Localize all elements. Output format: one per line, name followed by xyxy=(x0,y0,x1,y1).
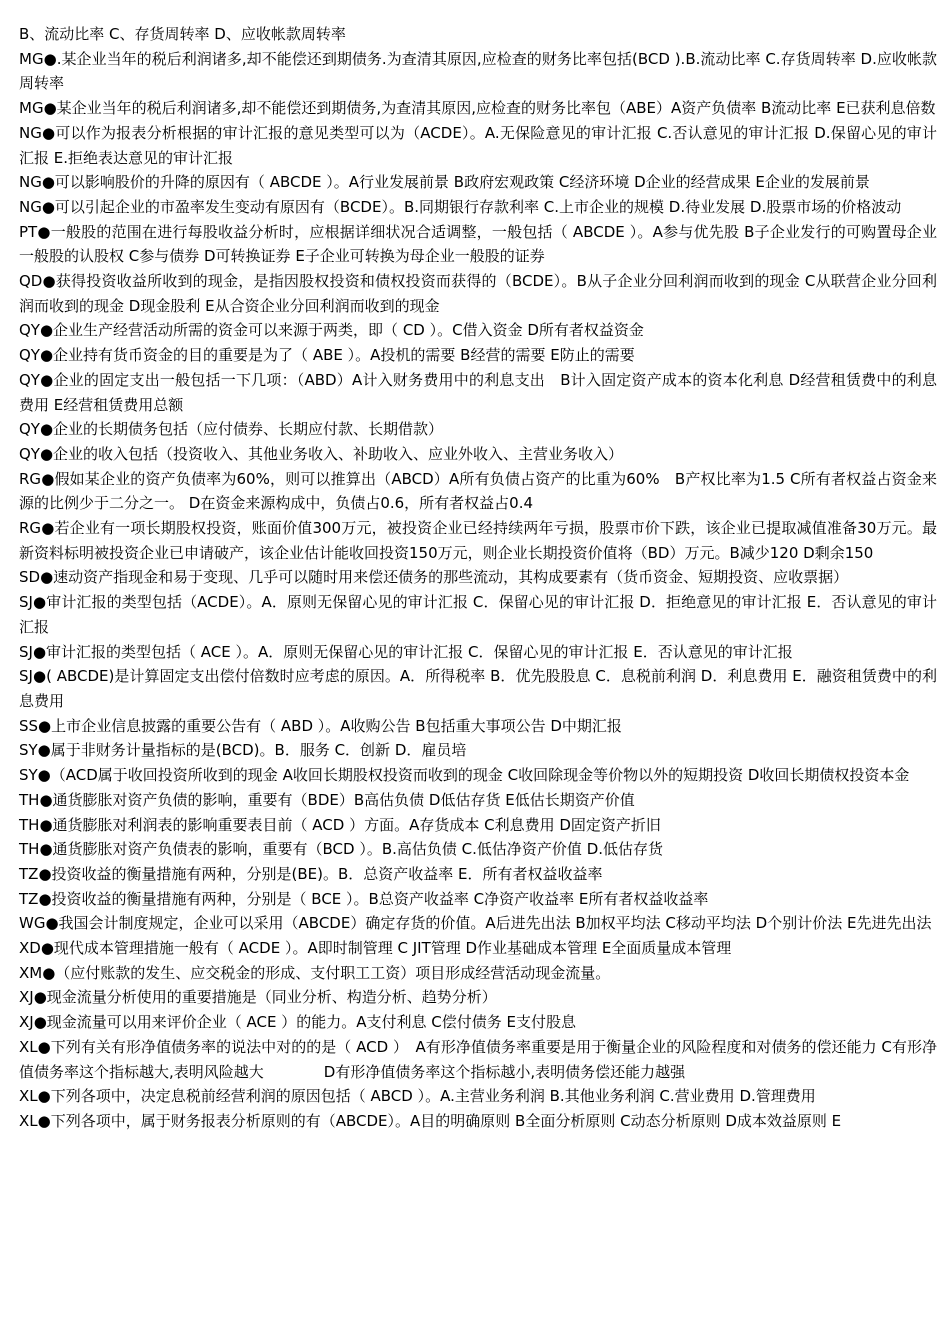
paragraph: XJ●现金流量可以用来评价企业（ ACE ）的能力。A支付利息 C偿付债务 E支付股息 xyxy=(19,1013,577,1032)
paragraph: TH●通货膨胀对利润表的影响重要表目前（ ACD ）方面。A存货成本 C利息费用 D固定资产折旧 xyxy=(19,815,661,834)
paragraph: SY●（ACD属于收回投资所收到的现金 A收回长期股权投资而收到的现金 C收回除现金等价物以外的短期投资 D收回长期债权投资本金 xyxy=(19,766,910,785)
paragraph: QD●获得投资收益所收到的现金，是指因股权投资和债权投资而获得的（BCDE）。B从子企业分回利润而收到的现金 C从联营企业分回利润而收到的现金 D现金股利 E从合资企业分回利润而收到的现金 xyxy=(19,272,937,315)
paragraph: MG●.某企业当年的税后利润诸多,却不能偿还到期债务.为查清其原因,应检查的财务比率包括(BCD ).B.流动比率 C.存货周转率 D.应收帐款周转率 xyxy=(19,49,937,93)
paragraph: WG●我国会计制度规定，企业可以采用（ABCDE）确定存货的价值。A后进先出法 B加权平均法 C移动平均法 D个别计价法 E先进先出法 xyxy=(19,914,932,933)
paragraph: SY●属于非财务计量指标的是(BCD)。B．服务 C．创新 D．雇员培 xyxy=(19,741,467,760)
paragraph: XD●现代成本管理措施一般有（ ACDE ）。A即时制管理 C JIT管理 D作业基础成本管理 E全面质量成本管理 xyxy=(19,939,732,958)
paragraph: XM●（应付账款的发生、应交税金的形成、支付职工工资）项目形成经营活动现金流量。 xyxy=(19,963,611,982)
paragraph: NG●可以引起企业的市盈率发生变动有原因有（BCDE）。B.同期银行存款利率 C.上市企业的规模 D.待业发展 D.股票市场的价格波动 xyxy=(19,197,902,216)
paragraph: NG●可以作为报表分析根据的审计汇报的意见类型可以为（ACDE）。A.无保险意见的审计汇报 C.否认意见的审计汇报 D.保留心见的审计汇报 E.拒绝表达意见的审计汇报 xyxy=(19,123,937,167)
paragraph: SJ●( ABCDE)是计算固定支出偿付倍数时应考虑的原因。A．所得税率 B．优先股股息 C．息税前利润 D．利息费用 E．融资租赁费中的利息费用 xyxy=(19,667,937,710)
paragraph: TZ●投资收益的衡量措施有两种，分别是（ BCE ）。B总资产收益率 C净资产收益率 E所有者权益收益率 xyxy=(19,889,709,908)
paragraph: NG●可以影响股价的升降的原因有（ ABCDE ）。A行业发展前景 B政府宏观政策 C经济环境 D企业的经营成果 E企业的发展前景 xyxy=(19,173,870,192)
paragraph: SS●上市企业信息披露的重要公告有（ ABD ）。A收购公告 B包括重大事项公告 D中期汇报 xyxy=(19,716,622,735)
paragraph: RG●若企业有一项长期股权投资，账面价值300万元，被投资企业已经持续两年亏损，股票市价下跌，该企业已提取减值准备30万元。最新资料标明被投资企业已申请破产，该企业估计能收回投资150万元，则企业长期投资价值将（BD）万元。B减少120 D剩余150 xyxy=(19,519,937,562)
paragraph: XL●下列各项中，决定息税前经营利润的原因包括（ ABCD ）。A.主营业务利润 B.其他业务利润 C.营业费用 D.管理费用 xyxy=(19,1087,816,1106)
paragraph: XJ●现金流量分析使用的重要措施是（同业分析、构造分析、趋势分析） xyxy=(19,988,497,1007)
paragraph: PT●一般股的范围在进行每股收益分析时，应根据详细状况合适调整，一般包括（ ABCDE ）。A参与优先股 B子企业发行的可购置母企业一般股的认股权 C参与债券 D可转换证券 E子企业可转换为母企业一般股的证券 xyxy=(19,222,937,266)
paragraph: RG●假如某企业的资产负债率为60%，则可以推算出（ABCD）A所有负债占资产的比重为60% B产权比率为1.5 C所有者权益占资金来源的比例少于二分之一。 D在资金来源构成中，负债占0.6，所有者权益占0.4 xyxy=(19,469,937,513)
paragraph: QY●企业持有货币资金的目的重要是为了（ ABE ）。A投机的需要 B经营的需要 E防止的需要 xyxy=(19,346,635,365)
paragraph: B、流动比率 C、存货周转率 D、应收帐款周转率 xyxy=(19,25,346,43)
paragraph: TH●通货膨胀对资产负债的影响，重要有（BDE）B高估负债 D低估存货 E低估长期资产价值 xyxy=(19,790,635,809)
paragraph: TZ●投资收益的衡量措施有两种，分别是(BE)。B．总资产收益率 E．所有者权益收益率 xyxy=(19,864,603,883)
paragraph: QY●企业的固定支出一般包括一下几项：（ABD）A计入财务费用中的利息支出 B计入固定资产成本的资本化利息 D经营租赁费中的利息费用 E经营租赁费用总额 xyxy=(19,370,937,414)
paragraph: XL●下列各项中，属于财务报表分析原则的有（ABCDE）。A目的明确原则 B全面分析原则 C动态分析原则 D成本效益原则 E xyxy=(19,1111,842,1130)
paragraph: SJ●审计汇报的类型包括（ ACE ）。A．原则无保留心见的审计汇报 C．保留心见的审计汇报 E．否认意见的审计汇报 xyxy=(19,642,793,661)
paragraph: SD●速动资产指现金和易于变现、几乎可以随时用来偿还债务的那些流动，其构成要素有（货币资金、短期投资、应收票据） xyxy=(19,568,849,587)
paragraph: QY●企业的收入包括（投资收入、其他业务收入、补助收入、应业外收入、主营业务收入） xyxy=(19,444,624,463)
paragraph: MG●某企业当年的税后利润诸多,却不能偿还到期债务,为查清其原因,应检查的财务比率包（ABE）A资产负债率 B流动比率 E已获利息倍数 xyxy=(19,99,936,118)
paragraph: TH●通货膨胀对资产负债表的影响，重要有（BCD ）。B.高估负债 C.低估净资产价值 D.低估存货 xyxy=(19,840,664,859)
paragraph: QY●企业生产经营活动所需的资金可以来源于两类，即（ CD ）。C借入资金 D所有者权益资金 xyxy=(19,321,644,340)
paragraph: SJ●审计汇报的类型包括（ACDE）。A．原则无保留心见的审计汇报 C．保留心见的审计汇报 D．拒绝意见的审计汇报 E．否认意见的审计汇报 xyxy=(19,593,937,636)
paragraph: XL●下列有关有形净值债务率的说法中对的的是（ ACD ） A有形净值债务率重要是用于衡量企业的风险程度和对债务的偿还能力 C有形净值债务率这个指标越大,表明风险越大 D有形净值债务率这个指标越小,表明债务偿还能力越强 xyxy=(19,1037,937,1081)
paragraph: QY●企业的长期债务包括（应付债券、长期应付款、长期借款） xyxy=(19,420,444,439)
